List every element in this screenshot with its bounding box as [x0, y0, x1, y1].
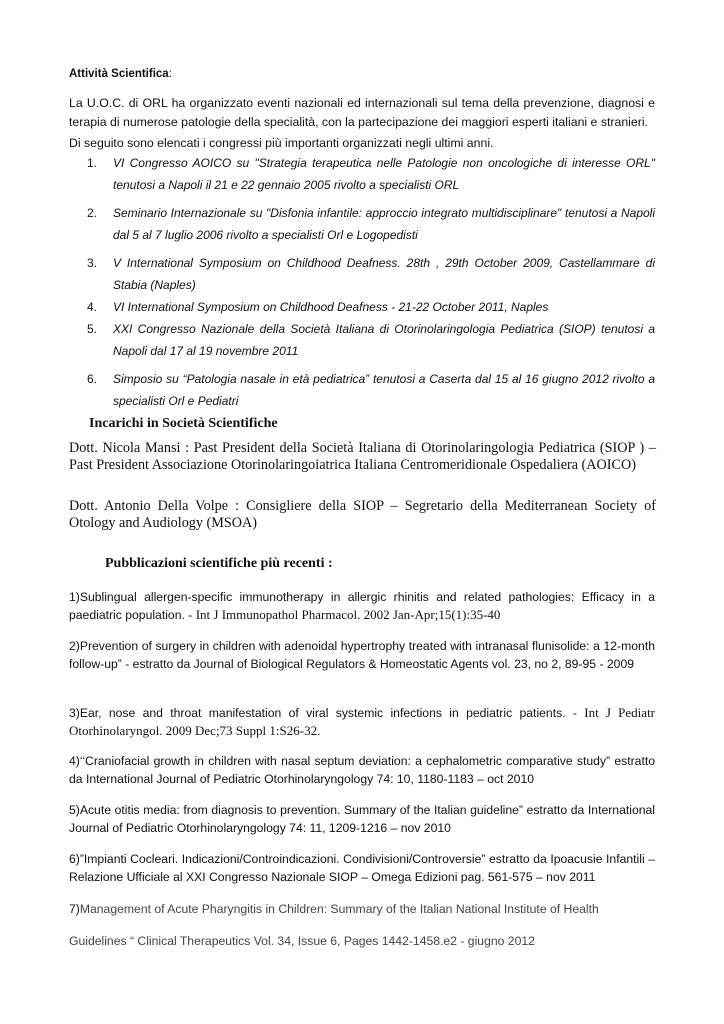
attivita-heading: [69, 68, 172, 80]
publication-text: 6)”Impianti Cocleari. Indicazioni/Controindicazioni. Condivisioni/Controversie” estratto da Ipoacusie Infantili – Relazione Ufficiale al XXI Congresso Nazionale SIOP – Omega Edizioni pag. 561-575 – nov 2011: [69, 852, 655, 884]
list-item: [69, 368, 655, 412]
publication-item: [69, 752, 655, 788]
publication-text: 1)Sublingual allergen-specific immunotherapy in allergic rhinitis and related pathologies: Efficacy in a paediatric population. -: [69, 590, 655, 622]
incarichi-title: Incarichi in Società Scientifiche: [89, 416, 278, 431]
list-item-text: V International Symposium on Childhood Deafness. 28th , 29th October 2009, Castellammare di Stabia (Naples): [113, 256, 655, 292]
congressi-list: [69, 152, 655, 412]
list-item-text: XXI Congresso Nazionale della Società Italiana di Otorinolaringologia Pediatrica (SIOP) tenutosi a Napoli dal 17 al 19 novembre 2011: [113, 322, 655, 358]
list-item-text: Simposio su “Patologia nasale in età pediatrica” tenutosi a Caserta dal 15 al 16 giugno 2012 rivolto a specialisti Orl e Pediatri: [113, 372, 655, 408]
list-item-number: 2.: [87, 206, 98, 220]
attivita-intro: La U.O.C. di ORL ha organizzato eventi nazionali ed internazionali sul tema della prevenzione, diagnosi e terapia di numerose patologie della specialità, con la partecipazione dei maggiori esperti italiani e stranieri.: [69, 96, 655, 129]
publication-item: [69, 801, 655, 837]
attivita-title: Attività Scientifica: [69, 68, 169, 80]
incarico-della-volpe: Dott. Antonio Della Volpe : Consigliere della SIOP – Segretario della Mediterranean Society of Otology and Audiology (MSOA): [69, 498, 656, 531]
incarico-mansi: Dott. Nicola Mansi : Past President della Società Italiana di Otorinolaringologia Pediatrica (SIOP ) – Past President Associazione Otorinolaringoiatrica Italiana Centromeridionale Ospedaliera (AOICO): [69, 440, 656, 473]
publication-text: 4)‘‘Craniofacial growth in children with nasal septum deviation: a cephalometric comparative study” estratto da International Journal of Pediatric Otorhinolaryngology 74: 10, 1180-1183 – oct 2010: [69, 754, 655, 786]
publication-ref: Int J Immunopathol Pharmacol. 2002 Jan-Apr;15(1):35-40: [195, 607, 501, 622]
publication-text: 2)Prevention of surgery in children with adenoidal hypertrophy treated with intranasal flunisolide: a 12-month follow-up” - estratto da Journal of Biological Regulators & Homeostatic Agents vol. 23, no 2, 89-95 - 2009: [69, 639, 655, 671]
congressi-intro: Di seguito sono elencati i congressi più importanti organizzati negli ultimi anni.: [69, 136, 494, 150]
list-item: [69, 202, 655, 246]
publication-item-7: [69, 900, 655, 918]
list-item-number: 5.: [87, 322, 98, 336]
list-item-number: 4.: [87, 300, 98, 314]
list-item-text: VI International Symposium on Childhood Deafness - 21-22 October 2011, Naples: [113, 300, 549, 314]
list-item-text: VI Congresso AOICO su "Strategia terapeutica nelle Patologie non oncologiche di interesse ORL" tenutosi a Napoli il 21 e 22 gennaio 2005 rivolto a specialisti ORL: [113, 156, 655, 192]
list-item: [69, 296, 655, 318]
list-item: [69, 152, 655, 196]
list-item-number: 1.: [87, 156, 98, 170]
publication-text: 3)Ear, nose and throat manifestation of viral systemic infections in pediatric patients. -: [69, 706, 585, 720]
list-item-number: 6.: [87, 372, 98, 386]
publication-item: [69, 850, 655, 886]
publication-text: 5)Acute otitis media: from diagnosis to prevention. Summary of the Italian guideline” estratto da International Journal of Pediatric Otorhinolaryngology 74: 11, 1209-1216 – nov 2010: [69, 803, 655, 835]
publication-item: [69, 588, 655, 624]
publication-item: [69, 704, 655, 740]
list-item: [69, 252, 655, 296]
attivita-title-colon: :: [168, 68, 172, 80]
list-item-number: 3.: [87, 256, 98, 270]
publication-item: [69, 637, 655, 673]
pubblicazioni-title: Pubblicazioni scientifiche più recenti :: [105, 556, 333, 571]
publication-item-7-cont: Guidelines “ Clinical Therapeutics Vol. 34, Issue 6, Pages 1442-1458.e2 - giugno 2012: [69, 934, 535, 948]
list-item: [69, 318, 655, 362]
publication-text: Management of Acute Pharyngitis in Children: Summary of the Italian National Institute of Health: [79, 902, 599, 916]
publication-number: 7): [69, 902, 80, 916]
list-item-text: Seminario Internazionale su "Disfonia infantile: approccio integrato multidisciplinare" tenutosi a Napoli dal 5 al 7 luglio 2006 rivolto a specialisti Orl e Logopedisti: [113, 206, 655, 242]
publication-ref: Int J Pediatr Otorhinolaryngol. 2009 Dec;73 Suppl 1:S26-32.: [69, 705, 656, 738]
